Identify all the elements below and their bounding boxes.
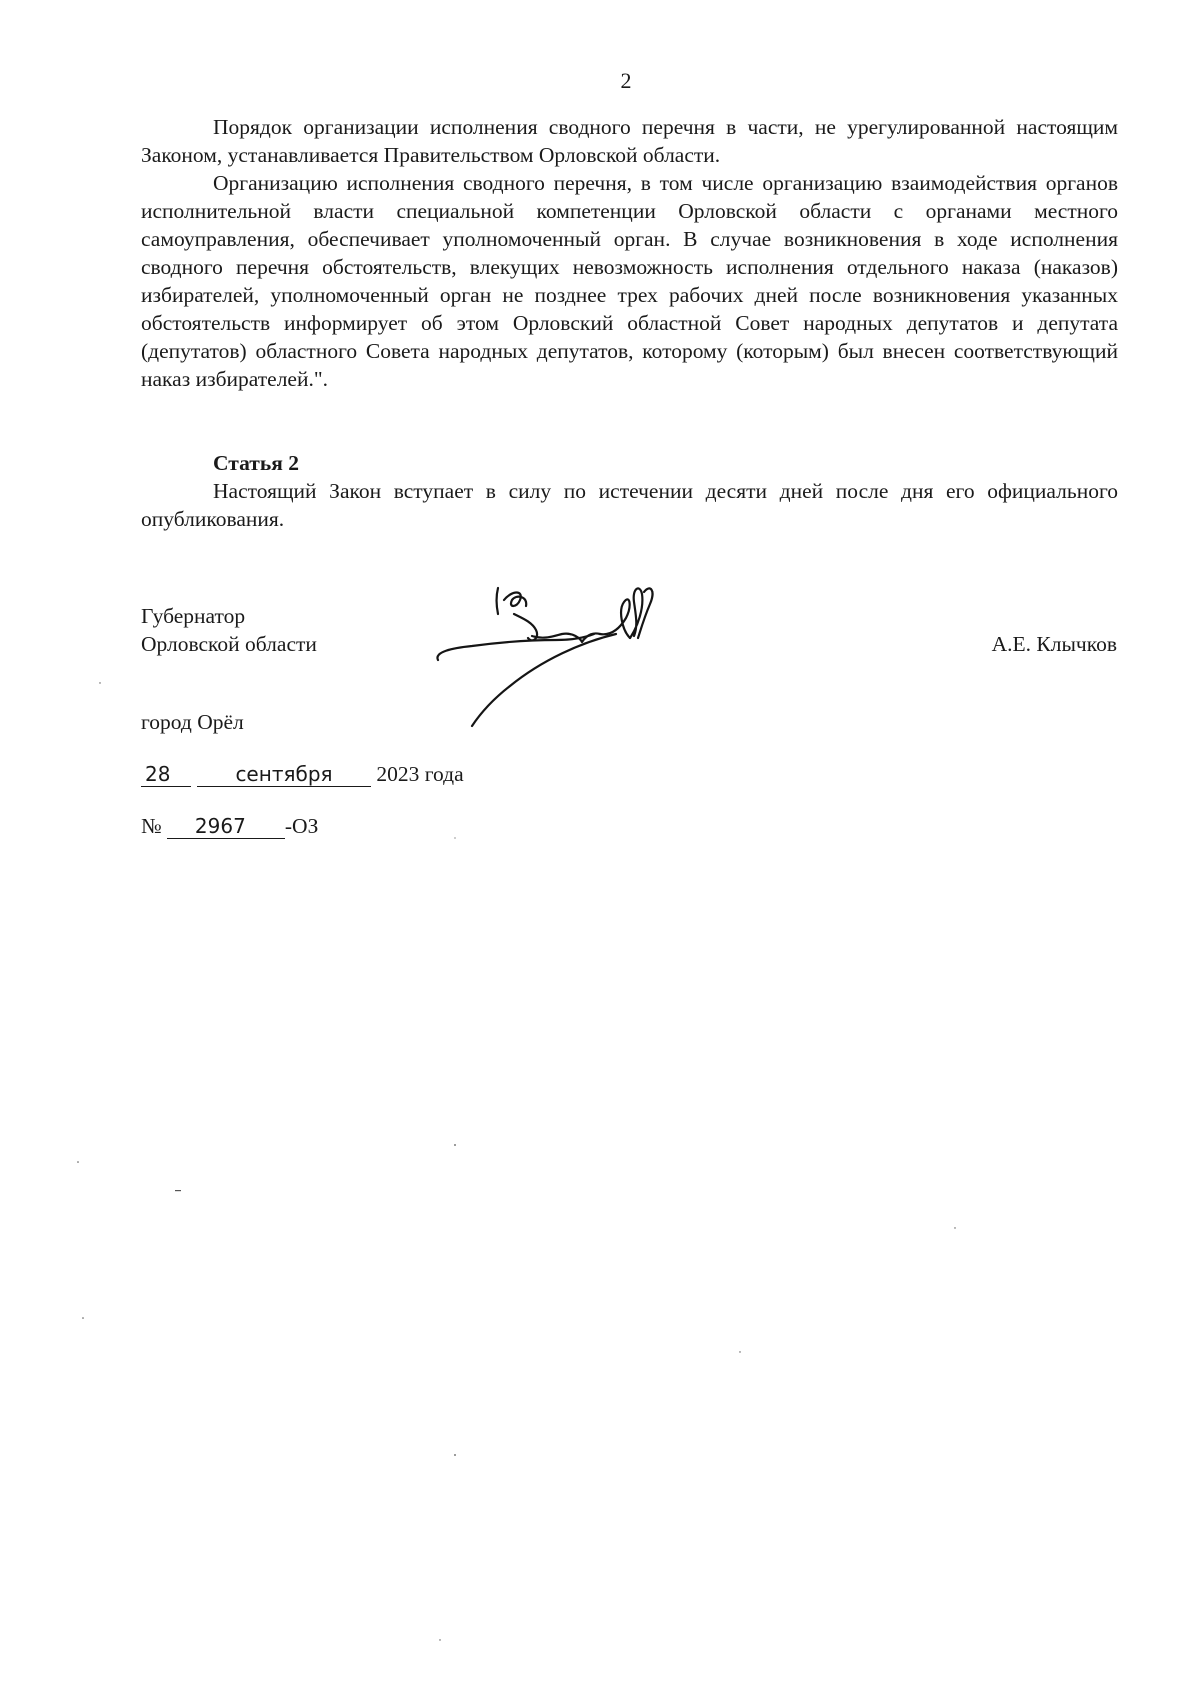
handwritten-signature: [432, 578, 682, 733]
law-number-prefix: №: [141, 814, 162, 838]
law-number-suffix: -ОЗ: [284, 814, 319, 838]
law-number: [141, 812, 318, 840]
place-of-signing: город Орёл: [141, 710, 244, 734]
date-year: 2023 года: [376, 762, 464, 786]
signatory-position-line-1: Губернатор: [141, 604, 246, 628]
signing-date: [141, 760, 464, 788]
signatory-name: А.Е. Клычков: [991, 632, 1117, 656]
page-number: 2: [620, 68, 632, 93]
law-number-value: 2967: [167, 814, 285, 839]
signatory-position: [141, 602, 317, 658]
article-2-text: Настоящий Закон вступает в силу по истечении десяти дней после дня его официального опубликования.: [141, 479, 1118, 531]
article-2: [141, 449, 1118, 533]
article-2-heading: Статья 2: [213, 451, 299, 475]
signatory-position-line-2: Орловской области: [141, 632, 317, 656]
article-1-closing-text: [141, 113, 1118, 393]
paragraph-organization: Организацию исполнения сводного перечня, в том числе организацию взаимодействия органов исполнительной власти специальной компетенции Орловской области с органами местного самоуправления, обеспечивает уполномоченный орган. В случае возникновения в ходе исполнения сводного перечня обстоятельств, влекущих невозможность исполнения отдельного наказа (наказов) избирателей, уполномоченный орган не позднее трех рабочих дней после возникновения указанных обстоятельств информирует об этом Орловский областной Совет народных депутатов и депутата (депутатов) областного Совета народных депутатов, которому (которым) был внесен соответствующий наказ избирателей.".: [141, 171, 1118, 391]
date-month: сентября: [197, 762, 371, 787]
paragraph-procedure: Порядок организации исполнения сводного перечня в части, не урегулированной настоящим Законом, устанавливается Правительством Орловской области.: [141, 115, 1118, 167]
date-day: 28: [141, 762, 191, 787]
